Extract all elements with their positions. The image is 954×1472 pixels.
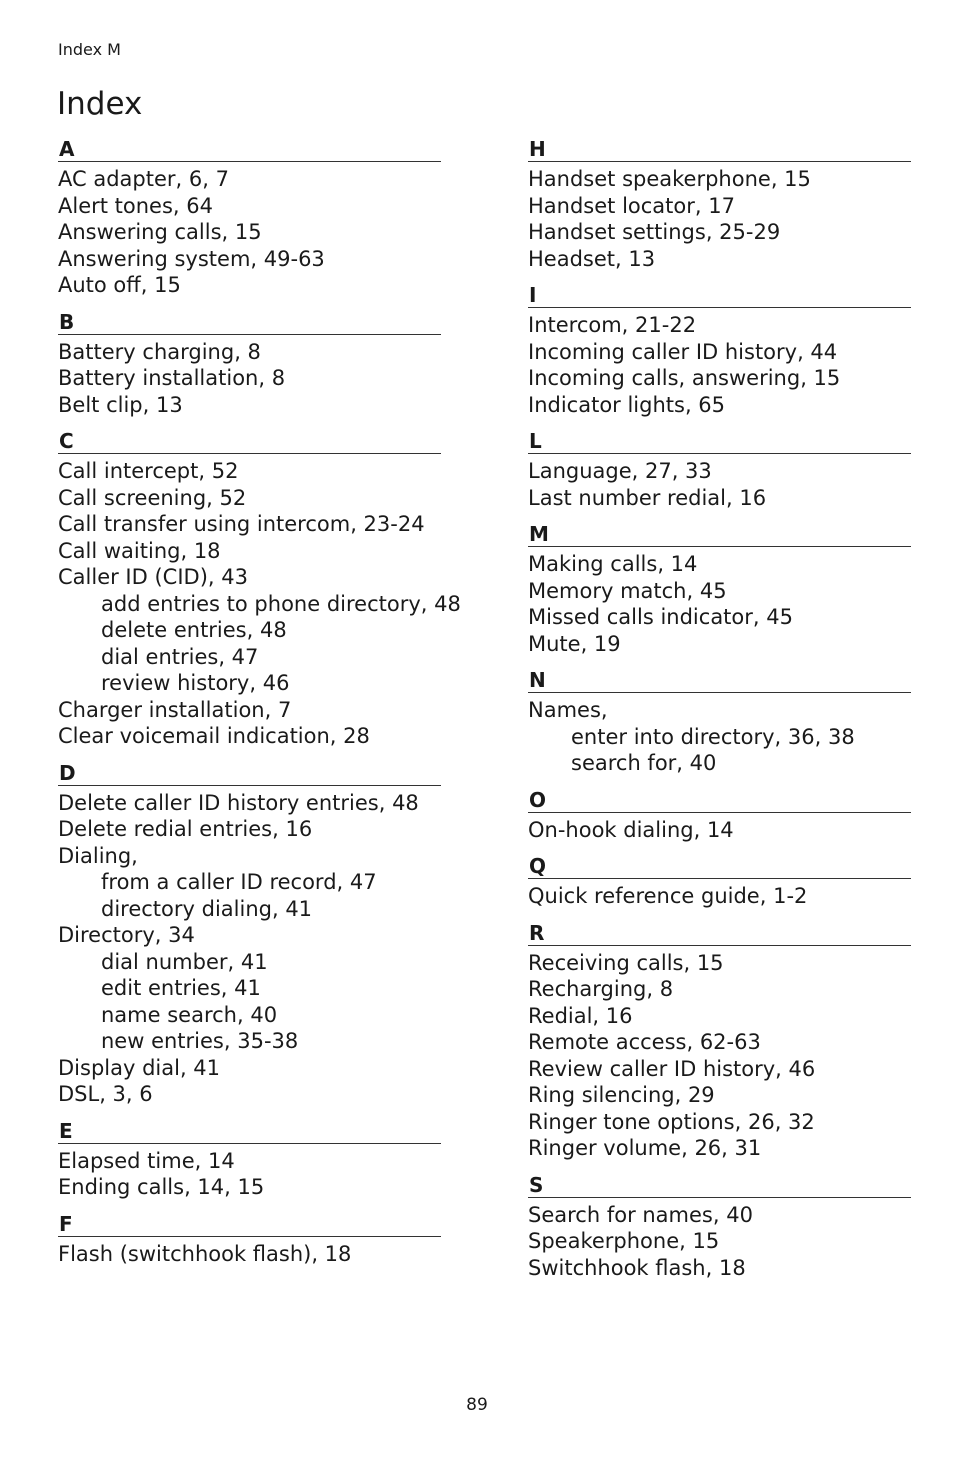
index-entry: Auto off, 15 <box>58 273 181 297</box>
index-entry: Elapsed time, 14 <box>58 1148 235 1173</box>
index-section-o <box>528 788 911 844</box>
index-column-right <box>528 137 911 1292</box>
index-entry: Memory match, 45 <box>528 578 727 603</box>
page-number: 89 <box>466 1395 488 1415</box>
index-entry: Missed calls indicator, 45 <box>528 605 793 629</box>
index-section-h <box>528 137 911 272</box>
section-letter: E <box>58 1119 441 1144</box>
index-entry: Incoming caller ID history, 44 <box>528 339 838 364</box>
index-subentry: new entries, 35-38 <box>101 1029 299 1053</box>
index-entry: Handset locator, 17 <box>528 193 735 218</box>
index-entry: Call screening, 52 <box>58 485 247 510</box>
section-letter: A <box>58 137 441 162</box>
section-letter: C <box>58 429 441 454</box>
index-entry: Incoming calls, answering, 15 <box>528 366 841 390</box>
index-subentry: add entries to phone directory, 48 <box>101 591 461 616</box>
index-entry: Names, <box>528 698 608 722</box>
index-entry: Last number redial, 16 <box>528 485 767 510</box>
index-entry: Directory, 34 <box>58 923 195 947</box>
index-column-left <box>58 137 461 1278</box>
index-section-r <box>528 921 911 1162</box>
index-section-l <box>528 429 911 511</box>
section-letter: R <box>528 921 911 946</box>
index-section-b <box>58 310 441 419</box>
index-entry: Handset settings, 25-29 <box>528 220 781 244</box>
index-section-f <box>58 1212 441 1268</box>
index-entry: Battery charging, 8 <box>58 339 261 364</box>
index-section-c <box>58 429 461 750</box>
index-entry: Speakerphone, 15 <box>528 1229 720 1253</box>
index-section-a <box>58 137 441 299</box>
index-entry: Remote access, 62-63 <box>528 1030 761 1054</box>
index-entry: Ringer tone options, 26, 32 <box>528 1109 815 1134</box>
index-entry: Call waiting, 18 <box>58 538 221 563</box>
index-entry: Headset, 13 <box>528 246 656 271</box>
index-subentry: enter into directory, 36, 38 <box>571 724 855 749</box>
index-entry: Redial, 16 <box>528 1003 633 1028</box>
index-entry: Caller ID (CID), 43 <box>58 565 248 589</box>
section-letter: O <box>528 788 911 813</box>
index-entry: On-hook dialing, 14 <box>528 817 734 842</box>
section-letter: L <box>528 429 911 454</box>
running-header: Index M <box>58 40 121 59</box>
section-letter: H <box>528 137 911 162</box>
index-entry: Intercom, 21-22 <box>528 313 697 337</box>
index-entry: Ringer volume, 26, 31 <box>528 1136 762 1160</box>
index-entry: Recharging, 8 <box>528 977 674 1001</box>
index-entry: Dialing, <box>58 843 138 868</box>
index-entry: Delete caller ID history entries, 48 <box>58 790 419 815</box>
index-subentry: delete entries, 48 <box>101 618 287 642</box>
index-section-i <box>528 283 911 418</box>
page-title: Index <box>57 86 143 122</box>
index-entry: Ending calls, 14, 15 <box>58 1175 265 1199</box>
index-entry: Mute, 19 <box>528 631 621 656</box>
section-letter: S <box>528 1173 911 1198</box>
index-entry: DSL, 3, 6 <box>58 1082 153 1106</box>
index-entry: Delete redial entries, 16 <box>58 817 313 841</box>
index-subentry: search for, 40 <box>571 751 717 775</box>
index-entry: Flash (switchhook flash), 18 <box>58 1241 352 1266</box>
index-entry: Switchhook flash, 18 <box>528 1255 746 1280</box>
index-entry: Clear voicemail indication, 28 <box>58 724 370 748</box>
index-subentry: dial number, 41 <box>101 949 268 974</box>
section-letter: B <box>58 310 441 335</box>
section-letter: Q <box>528 854 911 879</box>
index-entry: Review caller ID history, 46 <box>528 1056 816 1081</box>
index-subentry: dial entries, 47 <box>101 644 259 669</box>
index-entry: Alert tones, 64 <box>58 193 213 218</box>
index-subentry: from a caller ID record, 47 <box>101 870 377 894</box>
index-subentry: review history, 46 <box>101 671 290 695</box>
section-letter: I <box>528 283 911 308</box>
index-entry: Answering system, 49-63 <box>58 246 325 271</box>
index-entry: Indicator lights, 65 <box>528 392 726 417</box>
index-section-e <box>58 1119 441 1201</box>
section-letter: D <box>58 761 441 786</box>
index-entry: Handset speakerphone, 15 <box>528 167 811 191</box>
index-entry: Receiving calls, 15 <box>528 950 724 975</box>
index-subentry: directory dialing, 41 <box>101 896 313 921</box>
index-entry: Call intercept, 52 <box>58 459 239 483</box>
index-entry: Display dial, 41 <box>58 1055 221 1080</box>
index-entry: Call transfer using intercom, 23-24 <box>58 512 425 536</box>
index-section-s <box>528 1173 911 1282</box>
section-letter: M <box>528 522 911 547</box>
section-letter: F <box>58 1212 441 1237</box>
index-entry: Search for names, 40 <box>528 1202 753 1227</box>
index-entry: Charger installation, 7 <box>58 697 292 722</box>
index-section-q <box>528 854 911 910</box>
index-subentry: name search, 40 <box>101 1002 278 1027</box>
index-subentry: edit entries, 41 <box>101 976 261 1000</box>
index-section-n <box>528 668 911 777</box>
index-entry: Belt clip, 13 <box>58 392 183 417</box>
index-entry: AC adapter, 6, 7 <box>58 167 229 191</box>
index-entry: Ring silencing, 29 <box>528 1083 715 1107</box>
index-entry: Language, 27, 33 <box>528 459 712 483</box>
index-section-m <box>528 522 911 657</box>
index-entry: Quick reference guide, 1-2 <box>528 884 808 908</box>
section-letter: N <box>528 668 911 693</box>
index-section-d <box>58 761 441 1108</box>
index-entry: Battery installation, 8 <box>58 366 286 390</box>
index-entry: Answering calls, 15 <box>58 220 262 244</box>
index-entry: Making calls, 14 <box>528 552 698 576</box>
